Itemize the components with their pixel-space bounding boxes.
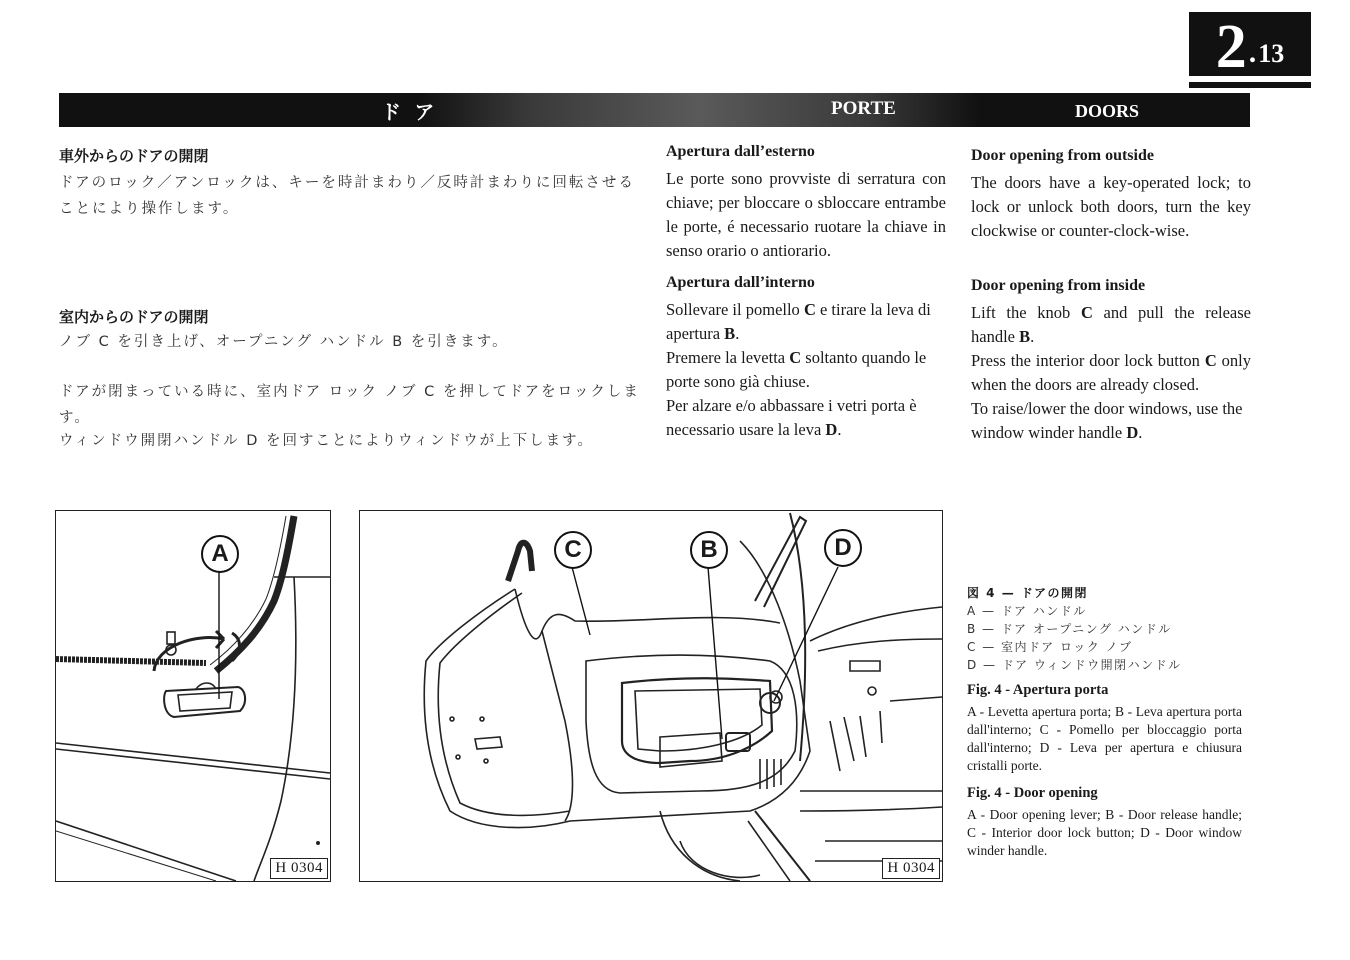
figure-left-code: H 0304 xyxy=(270,858,328,879)
it-inside-p2-text-1: Premere la levetta xyxy=(666,348,790,367)
it-inside-p3-text-1: Per alzare e/o abbassare i vetri porta è necessario usare la leva xyxy=(666,396,917,439)
en-inside-p3-letter-d: D xyxy=(1126,423,1139,442)
jp-inside-text-3: ウィンドウ開閉ハンドル D を回すことによりウィンドウが上下します。 xyxy=(59,433,594,449)
en-inside-p3-text-2: . xyxy=(1138,423,1143,442)
header-title-english: DOORS xyxy=(1075,101,1140,121)
it-inside-p3-letter-d: D xyxy=(825,420,838,439)
jp-outside-text: ドアのロック／アンロックは、キーを時計まわり／反時計まわりに回転させることにより操作します。 xyxy=(59,175,635,217)
caption-jp-item-b: B — ドア オープニング ハンドル xyxy=(967,622,1172,636)
it-inside-p2-letter-c: C xyxy=(789,348,802,367)
it-inside-p1-text-2: e tirare la leva di apertura xyxy=(666,300,931,343)
caption-en-title: Fig. 4 - Door opening xyxy=(967,785,1098,801)
it-inside-paragraph-2 xyxy=(666,346,946,394)
it-inside-p1-text-1: Sollevare il pomello xyxy=(666,300,804,319)
section-header-band xyxy=(59,93,1250,127)
en-outside-text: The doors have a key-operated lock; to lock or unlock both doors, turn the key clockwise or counter-clock-wise. xyxy=(971,173,1251,240)
english-column xyxy=(971,147,1251,445)
it-inside-paragraph-3 xyxy=(666,394,946,442)
it-inside-p3-text-2: . xyxy=(837,420,842,439)
en-inside-p2-letter-c: C xyxy=(1204,351,1217,370)
caption-en-text: A - Door opening lever; B - Door release handle; C - Interior door lock button; D - Door window winder handle. xyxy=(967,807,1242,858)
callout-c: C xyxy=(554,531,592,569)
it-outside-heading: Apertura dall’esterno xyxy=(666,143,815,160)
page-number-block xyxy=(1189,12,1311,81)
figure-exterior-door-handle xyxy=(55,510,331,882)
it-inside-p1-letter-b: B xyxy=(724,324,736,343)
jp-outside-heading: 車外からのドアの開閉 xyxy=(59,147,209,165)
en-inside-p1-text-1: Lift the knob xyxy=(971,303,1081,322)
en-outside-heading: Door opening from outside xyxy=(971,147,1154,164)
en-inside-p1-letter-b: B xyxy=(1019,327,1031,346)
caption-it-title: Fig. 4 - Apertura porta xyxy=(967,682,1109,698)
figure-interior-door xyxy=(359,510,943,882)
caption-jp-title: 図 4 — ドアの開閉 xyxy=(967,586,1089,600)
en-inside-p2-text-1: Press the interior door lock button xyxy=(971,351,1205,370)
callout-b: B xyxy=(690,531,728,569)
en-inside-p1-text-2: and pull the release handle xyxy=(971,303,1251,346)
header-title-italian: PORTE xyxy=(831,98,896,119)
header-title-japanese: ドア xyxy=(381,100,449,124)
page-number: 13 xyxy=(1258,39,1285,68)
it-inside-p1-text-3: . xyxy=(735,324,740,343)
en-inside-p3-text-1: To raise/lower the door windows, use the window winder handle xyxy=(971,399,1243,442)
en-inside-p2-text-2: only when the doors are already closed. xyxy=(971,351,1251,394)
caption-jp-item-d: D — ドア ウィンドウ開閉ハンドル xyxy=(967,658,1182,672)
caption-jp-item-c: C — 室内ドア ロック ノブ xyxy=(967,640,1133,654)
callout-a: A xyxy=(201,535,239,573)
chapter-number: 2 xyxy=(1215,13,1247,81)
en-inside-paragraph-3 xyxy=(971,397,1251,445)
it-inside-heading: Apertura dall’interno xyxy=(666,274,815,291)
en-inside-paragraph-2 xyxy=(971,349,1251,397)
caption-jp-item-a: A — ドア ハンドル xyxy=(967,604,1087,618)
it-inside-p2-text-2: soltanto quando le porte sono già chiuse. xyxy=(666,348,927,391)
en-inside-p1-letter-c: C xyxy=(1080,303,1093,322)
figure-caption xyxy=(967,584,1242,860)
it-outside-text: Le porte sono provviste di serratura con chiave; per bloccare o sbloccare entrambe le porte, é necessario ruotare la chiave in senso orario o antiorario. xyxy=(666,169,946,260)
italian-column xyxy=(666,143,946,442)
exterior-door-illustration xyxy=(56,511,330,881)
it-inside-p1-letter-c: C xyxy=(803,300,816,319)
jp-inside-heading: 室内からのドアの開閉 xyxy=(59,308,209,326)
figure-right-code: H 0304 xyxy=(882,858,940,879)
en-inside-heading: Door opening from inside xyxy=(971,277,1146,294)
en-inside-paragraph-1 xyxy=(971,301,1251,349)
jp-inside-text-2: ドアが閉まっている時に、室内ドア ロック ノブ C を押してドアをロックします。 xyxy=(59,384,640,426)
callout-d: D xyxy=(824,529,862,567)
it-inside-paragraph-1 xyxy=(666,298,946,346)
page-number-rule xyxy=(1189,82,1311,88)
caption-it-text: A - Levetta apertura porta; B - Leva apertura porta dall'interno; C - Pomello per bloccaggio porta dall'interno; D - Leva per apertura e chiusura cristalli porte. xyxy=(967,704,1242,773)
page-number-dot: . xyxy=(1248,36,1257,69)
en-inside-p1-text-3: . xyxy=(1030,327,1035,346)
jp-inside-text-1: ノブ C を引き上げ、オープニング ハンドル B を引きます。 xyxy=(59,334,509,350)
interior-door-illustration xyxy=(360,511,942,881)
